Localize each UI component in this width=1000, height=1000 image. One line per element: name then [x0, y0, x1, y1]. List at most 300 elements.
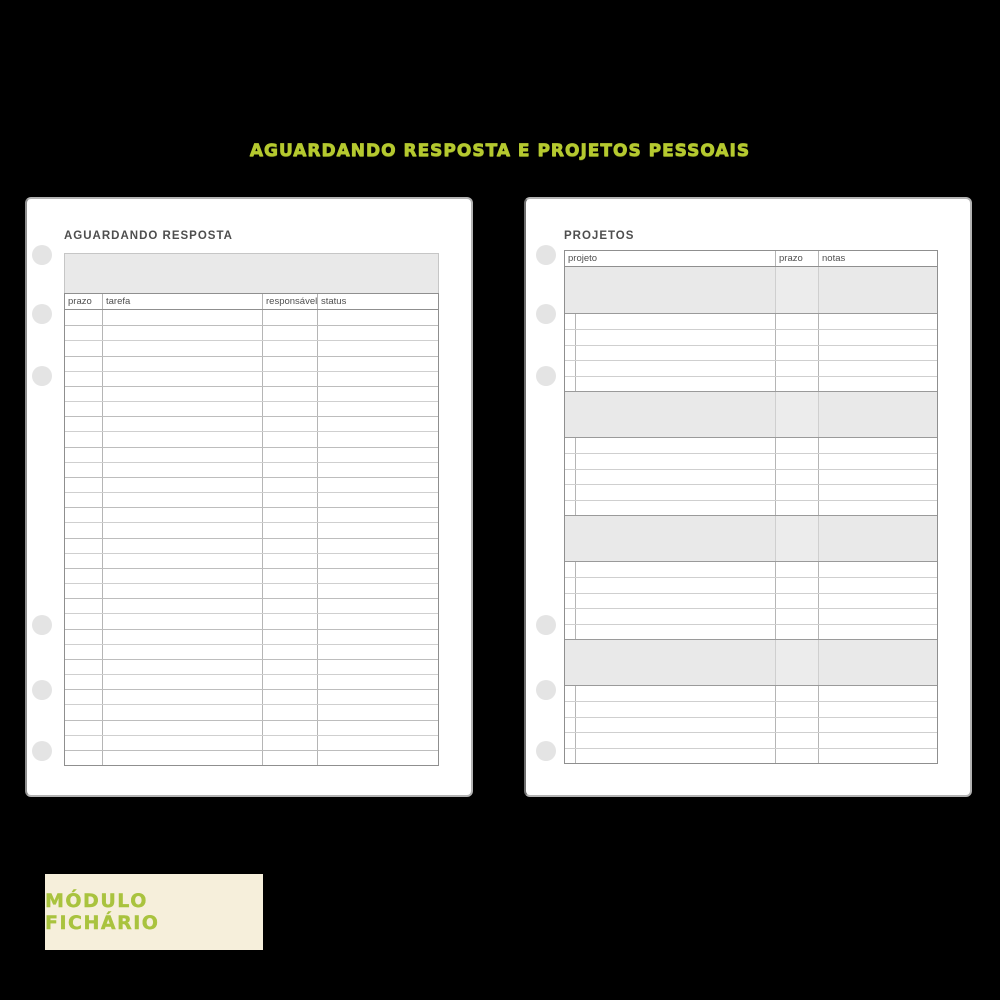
col-header-prazo: prazo: [68, 296, 92, 307]
project-empty-row: [565, 453, 937, 468]
cell-tarefa: [102, 554, 262, 568]
cell-responsavel: [262, 463, 317, 477]
cell-prazo: [65, 675, 102, 689]
cell-prazo: [65, 417, 102, 431]
cell-notas: [818, 733, 937, 747]
cell-status: [317, 523, 438, 537]
cell-checkbox: [565, 594, 575, 608]
cell-responsavel: [262, 508, 317, 522]
cell-prazo: [775, 438, 818, 453]
cell-prazo: [65, 432, 102, 446]
cell-status: [317, 675, 438, 689]
project-section: [565, 267, 937, 391]
cell-checkbox: [565, 314, 575, 329]
cell-responsavel: [262, 387, 317, 401]
cell-status: [317, 478, 438, 492]
gray-cell-projeto: [565, 267, 775, 313]
cell-prazo: [65, 478, 102, 492]
cell-prazo: [65, 751, 102, 765]
binder-hole-icon: [536, 245, 556, 265]
cell-responsavel: [262, 599, 317, 613]
binder-hole-icon: [536, 304, 556, 324]
cell-notas: [818, 718, 937, 732]
cell-status: [317, 539, 438, 553]
gray-cell-prazo: [775, 392, 818, 437]
cell-prazo: [65, 326, 102, 340]
cell-responsavel: [262, 614, 317, 628]
cell-prazo: [65, 387, 102, 401]
col-header-status: status: [317, 294, 438, 309]
cell-prazo: [65, 448, 102, 462]
project-empty-row: [565, 345, 937, 360]
project-empty-row: [565, 562, 937, 577]
project-empty-row: [565, 717, 937, 732]
binder-hole-icon: [536, 366, 556, 386]
cell-prazo: [65, 645, 102, 659]
cell-checkbox: [565, 609, 575, 623]
cell-notas: [818, 330, 937, 344]
cell-checkbox: [565, 377, 575, 391]
waiting-empty-row: [65, 689, 438, 704]
cell-prazo: [65, 554, 102, 568]
cell-status: [317, 326, 438, 340]
cell-notas: [818, 702, 937, 716]
waiting-empty-row: [65, 674, 438, 689]
waiting-empty-row: [65, 386, 438, 401]
cell-responsavel: [262, 675, 317, 689]
cell-checkbox: [565, 454, 575, 468]
cell-prazo: [775, 330, 818, 344]
projects-page-title: PROJETOS: [564, 230, 635, 242]
project-empty-row: [565, 469, 937, 484]
left-page: [25, 197, 473, 797]
cell-prazo: [775, 562, 818, 577]
waiting-empty-row: [65, 659, 438, 674]
cell-tarefa: [102, 310, 262, 325]
cell-prazo: [65, 614, 102, 628]
cell-notas: [818, 454, 937, 468]
cell-prazo: [65, 508, 102, 522]
cell-tarefa: [102, 614, 262, 628]
waiting-empty-row: [65, 598, 438, 613]
cell-prazo: [65, 357, 102, 371]
project-empty-row: [565, 608, 937, 623]
cell-prazo: [65, 372, 102, 386]
cell-prazo: [65, 310, 102, 325]
cell-status: [317, 508, 438, 522]
cell-tarefa: [102, 705, 262, 719]
cell-checkbox: [565, 733, 575, 747]
waiting-empty-row: [65, 553, 438, 568]
cell-tarefa: [102, 645, 262, 659]
cell-tarefa: [102, 357, 262, 371]
waiting-empty-row: [65, 568, 438, 583]
cell-prazo: [775, 718, 818, 732]
cell-checkbox: [565, 330, 575, 344]
cell-prazo: [65, 736, 102, 750]
cell-status: [317, 372, 438, 386]
projects-table-header: [565, 251, 937, 267]
cell-projeto: [575, 377, 775, 391]
waiting-empty-row: [65, 310, 438, 325]
waiting-empty-row: [65, 704, 438, 719]
waiting-notes-banner: [64, 253, 439, 293]
cell-responsavel: [262, 705, 317, 719]
cell-projeto: [575, 733, 775, 747]
cell-responsavel: [262, 432, 317, 446]
waiting-empty-row: [65, 720, 438, 735]
binder-hole-icon: [32, 680, 52, 700]
waiting-empty-row: [65, 613, 438, 628]
cell-responsavel: [262, 523, 317, 537]
project-title-block: [565, 639, 937, 686]
project-section: [565, 391, 937, 515]
module-badge: [45, 874, 263, 950]
cell-notas: [818, 594, 937, 608]
cell-projeto: [575, 470, 775, 484]
cell-tarefa: [102, 539, 262, 553]
waiting-empty-row: [65, 522, 438, 537]
gray-cell-prazo: [775, 516, 818, 561]
projects-table: [564, 250, 938, 764]
cell-tarefa: [102, 463, 262, 477]
cell-responsavel: [262, 310, 317, 325]
cell-prazo: [775, 733, 818, 747]
cell-prazo: [775, 377, 818, 391]
waiting-empty-row: [65, 583, 438, 598]
cell-prazo: [775, 314, 818, 329]
cell-projeto: [575, 454, 775, 468]
cell-prazo: [65, 539, 102, 553]
waiting-empty-row: [65, 538, 438, 553]
cell-projeto: [575, 749, 775, 763]
cell-responsavel: [262, 357, 317, 371]
project-empty-row: [565, 329, 937, 344]
cell-responsavel: [262, 372, 317, 386]
waiting-empty-row: [65, 356, 438, 371]
cell-prazo: [65, 402, 102, 416]
cell-responsavel: [262, 751, 317, 765]
project-section-rows: [565, 686, 937, 763]
cell-responsavel: [262, 660, 317, 674]
binder-hole-icon: [536, 741, 556, 761]
gray-cell-notas: [818, 392, 937, 437]
cell-prazo: [775, 594, 818, 608]
project-empty-row: [565, 577, 937, 592]
cell-responsavel: [262, 539, 317, 553]
cell-prazo: [775, 625, 818, 639]
waiting-empty-row: [65, 750, 438, 765]
col-header-projeto: projeto: [568, 253, 598, 264]
waiting-empty-row: [65, 325, 438, 340]
cell-projeto: [575, 501, 775, 515]
cell-projeto: [575, 578, 775, 592]
cell-responsavel: [262, 630, 317, 644]
gray-cell-prazo: [775, 267, 818, 313]
cell-responsavel: [262, 478, 317, 492]
cell-responsavel: [262, 690, 317, 704]
cell-tarefa: [102, 569, 262, 583]
cell-projeto: [575, 438, 775, 453]
cell-checkbox: [565, 485, 575, 499]
waiting-empty-row: [65, 644, 438, 659]
cell-status: [317, 432, 438, 446]
cell-status: [317, 554, 438, 568]
cell-tarefa: [102, 630, 262, 644]
waiting-empty-row: [65, 416, 438, 431]
waiting-empty-row: [65, 492, 438, 507]
cell-prazo: [775, 454, 818, 468]
project-empty-row: [565, 376, 937, 391]
cell-prazo: [775, 501, 818, 515]
cell-responsavel: [262, 493, 317, 507]
project-empty-row: [565, 360, 937, 375]
cell-notas: [818, 438, 937, 453]
cell-checkbox: [565, 346, 575, 360]
cell-prazo: [65, 493, 102, 507]
project-section-rows: [565, 562, 937, 639]
cell-prazo: [65, 341, 102, 355]
cell-notas: [818, 609, 937, 623]
cell-notas: [818, 346, 937, 360]
project-empty-row: [565, 686, 937, 701]
cell-notas: [818, 470, 937, 484]
projects-sections: [565, 267, 937, 763]
project-section: [565, 639, 937, 763]
cell-projeto: [575, 314, 775, 329]
cell-projeto: [575, 625, 775, 639]
page-title: AGUARDANDO RESPOSTA E PROJETOS PESSOAIS: [249, 141, 751, 161]
waiting-page-title: AGUARDANDO RESPOSTA: [64, 230, 233, 242]
cell-prazo: [65, 690, 102, 704]
cell-projeto: [575, 609, 775, 623]
binder-hole-icon: [536, 680, 556, 700]
cell-prazo: [775, 702, 818, 716]
cell-prazo: [65, 705, 102, 719]
cell-prazo: [775, 361, 818, 375]
waiting-empty-row: [65, 629, 438, 644]
cell-prazo: [775, 749, 818, 763]
cell-tarefa: [102, 599, 262, 613]
cell-status: [317, 705, 438, 719]
cell-checkbox: [565, 562, 575, 577]
cell-projeto: [575, 686, 775, 701]
cell-tarefa: [102, 493, 262, 507]
gray-cell-projeto: [565, 516, 775, 561]
cell-checkbox: [565, 625, 575, 639]
project-title-block: [565, 391, 937, 438]
cell-status: [317, 569, 438, 583]
cell-responsavel: [262, 448, 317, 462]
waiting-empty-row: [65, 340, 438, 355]
cell-tarefa: [102, 660, 262, 674]
binder-hole-icon: [32, 615, 52, 635]
cell-checkbox: [565, 470, 575, 484]
waiting-empty-row: [65, 735, 438, 750]
project-empty-row: [565, 438, 937, 453]
cell-notas: [818, 314, 937, 329]
cell-notas: [818, 501, 937, 515]
cell-notas: [818, 361, 937, 375]
cell-prazo: [65, 721, 102, 735]
cell-tarefa: [102, 387, 262, 401]
waiting-table-rows: [65, 310, 438, 765]
cell-tarefa: [102, 751, 262, 765]
cell-prazo: [65, 523, 102, 537]
cell-status: [317, 630, 438, 644]
cell-projeto: [575, 562, 775, 577]
col-header-responsavel: responsável: [262, 294, 317, 309]
cell-notas: [818, 485, 937, 499]
cell-checkbox: [565, 718, 575, 732]
cell-status: [317, 584, 438, 598]
cell-responsavel: [262, 402, 317, 416]
cell-status: [317, 599, 438, 613]
cell-tarefa: [102, 402, 262, 416]
cell-checkbox: [565, 749, 575, 763]
cell-checkbox: [565, 438, 575, 453]
cell-responsavel: [262, 645, 317, 659]
project-empty-row: [565, 500, 937, 515]
cell-tarefa: [102, 432, 262, 446]
cell-tarefa: [102, 448, 262, 462]
col-header-tarefa: tarefa: [102, 294, 262, 309]
cell-status: [317, 690, 438, 704]
module-badge-label: MÓDULO FICHÁRIO: [45, 890, 160, 934]
project-empty-row: [565, 484, 937, 499]
cell-status: [317, 660, 438, 674]
col-header-prazo: prazo: [775, 251, 818, 266]
cell-projeto: [575, 718, 775, 732]
cell-status: [317, 448, 438, 462]
cell-prazo: [775, 578, 818, 592]
binder-hole-icon: [32, 741, 52, 761]
cell-prazo: [65, 463, 102, 477]
cell-status: [317, 310, 438, 325]
cell-prazo: [65, 630, 102, 644]
cell-tarefa: [102, 508, 262, 522]
project-title-block: [565, 515, 937, 562]
cell-tarefa: [102, 417, 262, 431]
cell-prazo: [65, 660, 102, 674]
waiting-table: [64, 293, 439, 766]
cell-tarefa: [102, 372, 262, 386]
cell-status: [317, 387, 438, 401]
cell-status: [317, 614, 438, 628]
waiting-table-header: [65, 294, 438, 310]
cell-responsavel: [262, 326, 317, 340]
project-empty-row: [565, 732, 937, 747]
cell-status: [317, 751, 438, 765]
gray-cell-notas: [818, 516, 937, 561]
waiting-empty-row: [65, 447, 438, 462]
col-header-notas: notas: [818, 251, 937, 266]
waiting-empty-row: [65, 431, 438, 446]
cell-prazo: [775, 609, 818, 623]
cell-checkbox: [565, 578, 575, 592]
cell-prazo: [775, 485, 818, 499]
waiting-empty-row: [65, 507, 438, 522]
cell-projeto: [575, 702, 775, 716]
binder-hole-icon: [536, 615, 556, 635]
cell-status: [317, 357, 438, 371]
cell-prazo: [65, 599, 102, 613]
gray-cell-notas: [818, 640, 937, 685]
cell-checkbox: [565, 361, 575, 375]
project-title-block: [565, 267, 937, 314]
cell-responsavel: [262, 721, 317, 735]
project-section-rows: [565, 438, 937, 515]
cell-prazo: [775, 346, 818, 360]
binder-hole-icon: [32, 366, 52, 386]
binder-hole-icon: [32, 245, 52, 265]
cell-tarefa: [102, 736, 262, 750]
cell-status: [317, 736, 438, 750]
cell-responsavel: [262, 341, 317, 355]
cell-responsavel: [262, 584, 317, 598]
project-section: [565, 515, 937, 639]
cell-notas: [818, 562, 937, 577]
cell-checkbox: [565, 501, 575, 515]
cell-status: [317, 721, 438, 735]
cell-tarefa: [102, 523, 262, 537]
project-empty-row: [565, 748, 937, 763]
cell-responsavel: [262, 554, 317, 568]
cell-projeto: [575, 485, 775, 499]
project-empty-row: [565, 701, 937, 716]
project-empty-row: [565, 314, 937, 329]
cell-tarefa: [102, 326, 262, 340]
cell-status: [317, 645, 438, 659]
cell-prazo: [65, 569, 102, 583]
cell-prazo: [775, 470, 818, 484]
gray-cell-projeto: [565, 392, 775, 437]
cell-status: [317, 493, 438, 507]
cell-projeto: [575, 361, 775, 375]
cell-status: [317, 463, 438, 477]
cell-tarefa: [102, 690, 262, 704]
cell-status: [317, 417, 438, 431]
project-section-rows: [565, 314, 937, 391]
cell-checkbox: [565, 702, 575, 716]
cell-tarefa: [102, 584, 262, 598]
cell-projeto: [575, 330, 775, 344]
cell-notas: [818, 625, 937, 639]
cell-checkbox: [565, 686, 575, 701]
cell-tarefa: [102, 478, 262, 492]
cell-status: [317, 402, 438, 416]
right-page: [524, 197, 972, 797]
cell-responsavel: [262, 417, 317, 431]
project-empty-row: [565, 593, 937, 608]
cell-notas: [818, 686, 937, 701]
cell-tarefa: [102, 721, 262, 735]
cell-notas: [818, 578, 937, 592]
cell-tarefa: [102, 675, 262, 689]
cell-projeto: [575, 346, 775, 360]
project-empty-row: [565, 624, 937, 639]
cell-prazo: [65, 584, 102, 598]
waiting-empty-row: [65, 462, 438, 477]
cell-status: [317, 341, 438, 355]
gray-cell-prazo: [775, 640, 818, 685]
waiting-empty-row: [65, 371, 438, 386]
binder-hole-icon: [32, 304, 52, 324]
cell-notas: [818, 749, 937, 763]
waiting-empty-row: [65, 401, 438, 416]
waiting-empty-row: [65, 477, 438, 492]
cell-notas: [818, 377, 937, 391]
